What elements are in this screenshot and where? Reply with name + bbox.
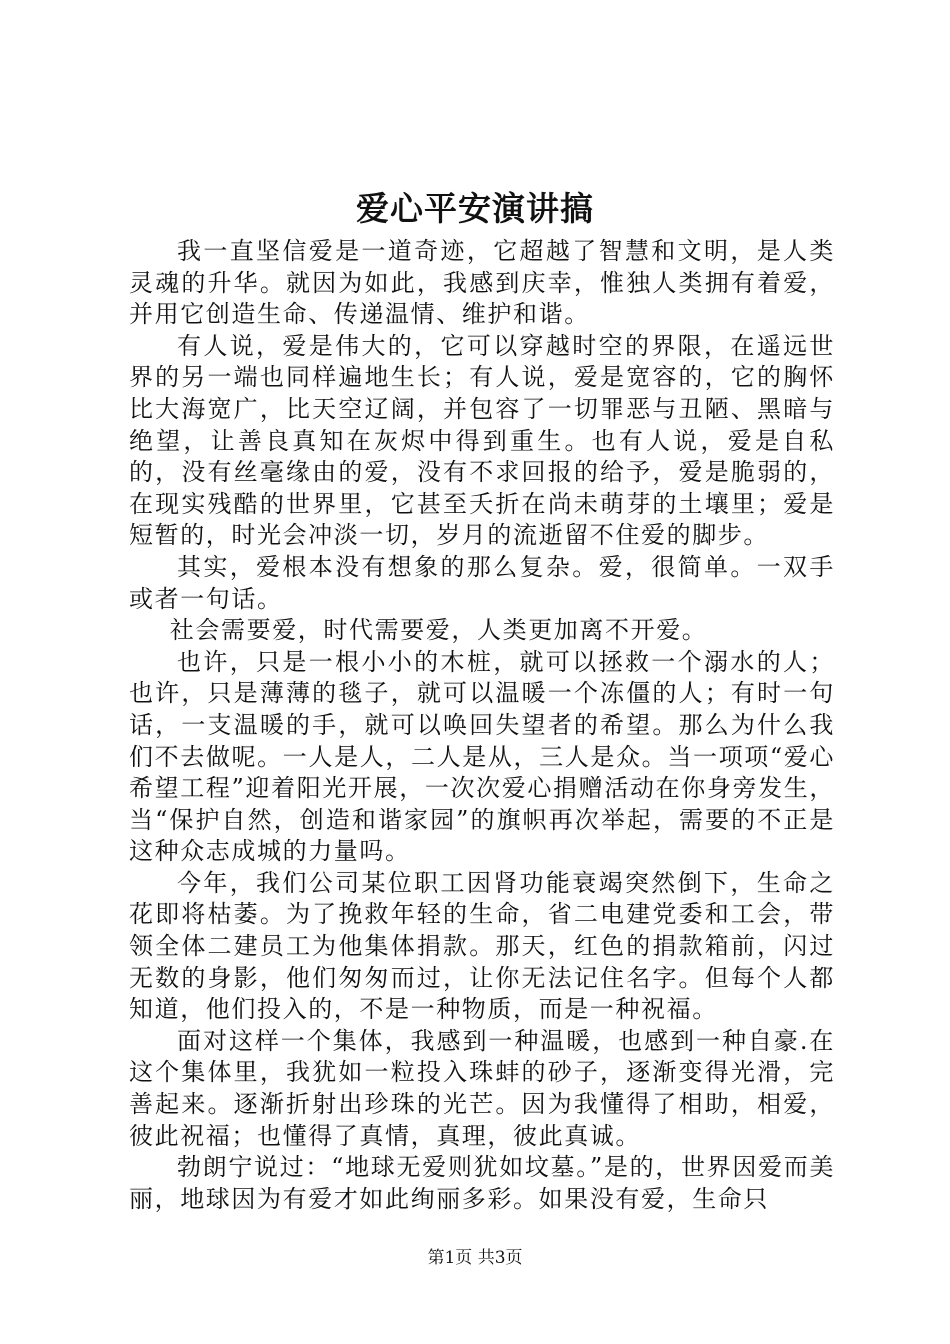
paragraph-5: 也许，只是一根小小的木桩，就可以拯救一个溺水的人；也许，只是薄薄的毯子，就可以温暖一个冻僵的人；有时一句话，一支温暖的手，就可以唤回失望者的希望。那么为什么我们不去做呢。一人是人，二人是从，三人是众。当一项项“爱心希望工程”迎着阳光开展，一次次爱心捐赠活动在你身旁发生，当“保护自然，创造和谐家园”的旗帜再次举起，需要的不正是这种众志成城的力量吗。 <box>129 647 835 866</box>
paragraph-7: 面对这样一个集体，我感到一种温暖，也感到一种自豪.在这个集体里，我犹如一粒投入珠蚌的砂子，逐渐变得光滑，完善起来。逐渐折射出珍珠的光芒。因为我懂得了相助，相爱，彼此祝福；也懂得了真情，真理，彼此真诚。 <box>129 1026 835 1150</box>
paragraph-2: 有人说，爱是伟大的，它可以穿越时空的界限，在遥远世界的另一端也同样遍地生长；有人说，爱是宽容的，它的胸怀比大海宽广，比天空辽阔，并包容了一切罪恶与丑陋、黑暗与绝望，让善良真知在灰烬中得到重生。也有人说，爱是自私的，没有丝毫缘由的爱，没有不求回报的给予，爱是脆弱的，在现实残酷的世界里，它甚至夭折在尚未萌芽的土壤里；爱是短暂的，时光会冲淡一切，岁月的流逝留不住爱的脚步。 <box>129 331 835 550</box>
paragraph-8: 勃朗宁说过：“地球无爱则犹如坟墓。”是的，世界因爱而美丽，地球因为有爱才如此绚丽多彩。如果没有爱，生命只 <box>129 1153 835 1213</box>
paragraph-1: 我一直坚信爱是一道奇迹，它超越了智慧和文明，是人类灵魂的升华。就因为如此，我感到庆幸，惟独人类拥有着爱，并用它创造生命、传递温情、维护和谐。 <box>129 237 835 329</box>
paragraph-6: 今年，我们公司某位职工因肾功能衰竭突然倒下，生命之花即将枯萎。为了挽救年轻的生命，省二电建党委和工会，带领全体二建员工为他集体捐款。那天，红色的捐款箱前，闪过无数的身影，他们匆匆而过，让你无法记住名字。但每个人都知道，他们投入的，不是一种物质，而是一种祝福。 <box>129 868 835 1024</box>
page-footer: 第1页 共3页 <box>427 1248 523 1268</box>
paragraph-4: 社会需要爱，时代需要爱，人类更加离不开爱。 <box>169 616 708 645</box>
document-title: 爱心平安演讲搞 <box>356 189 594 228</box>
document-body <box>129 236 835 1215</box>
paragraph-3: 其实，爱根本没有想象的那么复杂。爱，很简单。一双手或者一句话。 <box>129 552 835 613</box>
